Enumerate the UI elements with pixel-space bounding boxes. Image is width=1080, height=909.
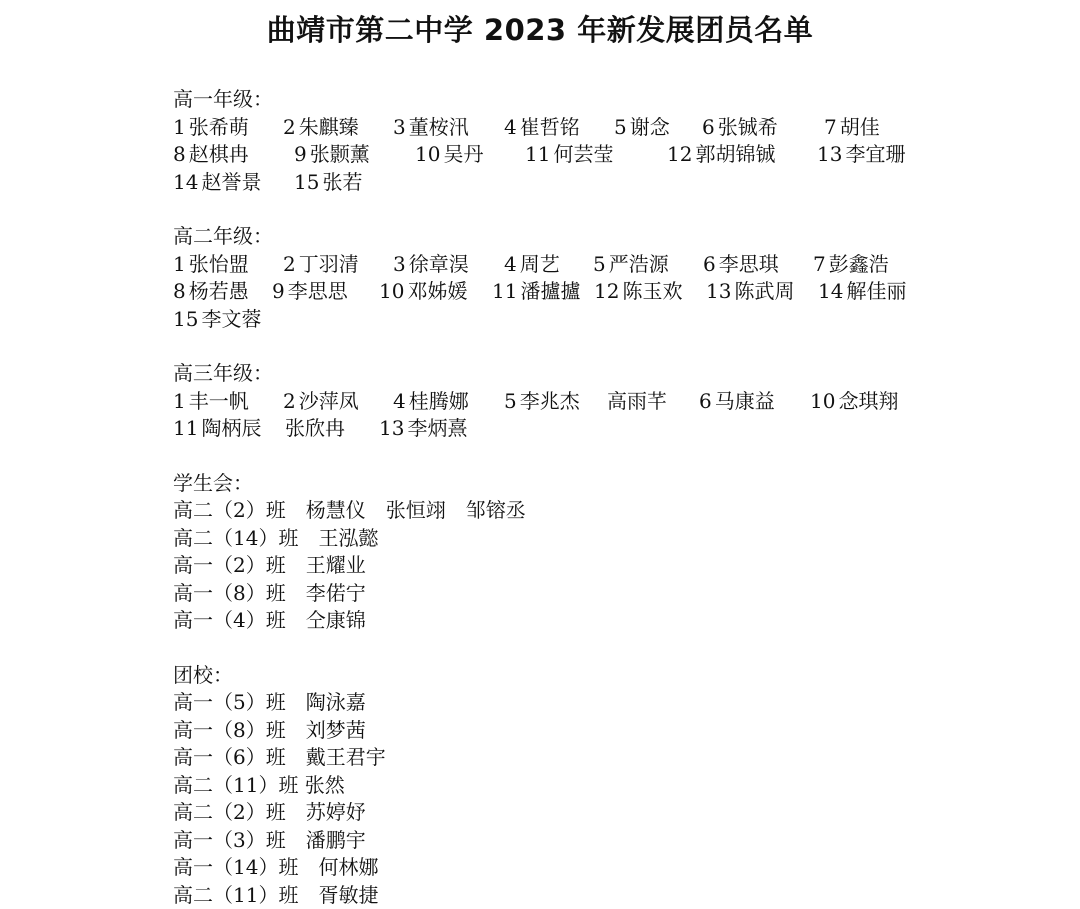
youth-school-line: 高一（14）班 何林娜 (173, 854, 1053, 882)
roster-entry: 10 邓姊媛 (379, 278, 467, 306)
roster-entry: 6 李思琪 (703, 251, 779, 279)
grade3-heading: 高三年级： (173, 360, 1053, 388)
roster-entry: 15 李文蓉 (173, 306, 261, 334)
student-union-line: 高二（2）班 杨慧仪 张恒翊 邹镕丞 (173, 497, 1053, 525)
roster-entry: 14 解佳丽 (818, 278, 906, 306)
grade2-section (173, 223, 1053, 333)
roster-entry: 5 严浩源 (593, 251, 669, 279)
student-union-line: 高一（4）班 仝康锦 (173, 607, 1053, 635)
roster-entry: 8 赵棋冉 (173, 141, 249, 169)
grade1-heading: 高一年级： (173, 86, 1053, 114)
roster-entry: 2 朱麒臻 (283, 114, 359, 142)
roster-entry: 11 陶柄辰 (173, 415, 261, 443)
roster-entry: 8 杨若愚 (173, 278, 249, 306)
roster-entry: 5 李兆杰 (504, 388, 580, 416)
document-title: 曲靖市第二中学 2023 年新发展团员名单 (0, 10, 1080, 50)
roster-entry: 7 胡佳 (824, 114, 880, 142)
youth-school-heading: 团校： (173, 662, 1053, 690)
roster-entry: 9 张颢薰 (294, 141, 370, 169)
grade1-row-1 (173, 114, 1053, 142)
roster-entry: 9 李思思 (272, 278, 348, 306)
roster-entry: 3 徐章淏 (393, 251, 469, 279)
roster-entry: 4 周艺 (504, 251, 560, 279)
youth-school-line: 高二（2）班 苏婷妤 (173, 799, 1053, 827)
grade1-row-2 (173, 141, 1053, 169)
grade1-row-3 (173, 169, 1053, 197)
roster-entry: 12 陈玉欢 (594, 278, 682, 306)
student-union-section (173, 470, 1053, 635)
roster-entry: 11 潘攎攎 (492, 278, 580, 306)
roster-entry: 13 陈武周 (706, 278, 794, 306)
youth-school-line: 高一（3）班 潘鹏宇 (173, 827, 1053, 855)
student-union-line: 高二（14）班 王泓懿 (173, 525, 1053, 553)
roster-entry: 12 郭胡锦铖 (667, 141, 775, 169)
roster-entry: 1 丰一帆 (173, 388, 249, 416)
grade2-heading: 高二年级： (173, 223, 1053, 251)
youth-school-line: 高二（11）班 胥敏捷 (173, 882, 1053, 909)
roster-entry: 10 吴丹 (415, 141, 483, 169)
youth-school-section (173, 662, 1053, 909)
roster-entry: 6 马康益 (699, 388, 775, 416)
roster-entry: 14 赵誉景 (173, 169, 261, 197)
roster-entry: 3 董桉汛 (393, 114, 469, 142)
roster-entry: 1 张怡盟 (173, 251, 249, 279)
grade3-row-1 (173, 388, 1053, 416)
roster-entry: 张欣冉 (282, 415, 345, 443)
grade2-row-3 (173, 306, 1053, 334)
roster-entry: 13 李宜珊 (817, 141, 905, 169)
roster-entry: 7 彭鑫浩 (813, 251, 889, 279)
roster-entry: 高雨芊 (604, 388, 667, 416)
roster-entry: 2 沙萍凤 (283, 388, 359, 416)
student-union-heading: 学生会： (173, 470, 1053, 498)
youth-school-line: 高一（6）班 戴王君宇 (173, 744, 1053, 772)
student-union-line: 高一（8）班 李偌宁 (173, 580, 1053, 608)
youth-school-line: 高二（11）班 张然 (173, 772, 1053, 800)
student-union-line: 高一（2）班 王耀业 (173, 552, 1053, 580)
youth-school-line: 高一（8）班 刘梦茜 (173, 717, 1053, 745)
roster-entry: 5 谢念 (614, 114, 670, 142)
roster-entry: 11 何芸莹 (525, 141, 613, 169)
roster-entry: 13 李炳熹 (379, 415, 467, 443)
roster-entry: 6 张铖希 (702, 114, 778, 142)
roster-entry: 4 桂腾娜 (393, 388, 469, 416)
roster-entry: 10 念琪翔 (810, 388, 898, 416)
grade3-section (173, 360, 1053, 443)
youth-school-line: 高一（5）班 陶泳嘉 (173, 689, 1053, 717)
roster-entry: 1 张希萌 (173, 114, 249, 142)
roster-entry: 4 崔哲铭 (504, 114, 580, 142)
roster-entry: 15 张若 (294, 169, 362, 197)
roster-content (173, 86, 1053, 909)
grade1-section (173, 86, 1053, 196)
grade2-row-2 (173, 278, 1053, 306)
grade2-row-1 (173, 251, 1053, 279)
grade3-row-2 (173, 415, 1053, 443)
roster-entry: 2 丁羽清 (283, 251, 359, 279)
